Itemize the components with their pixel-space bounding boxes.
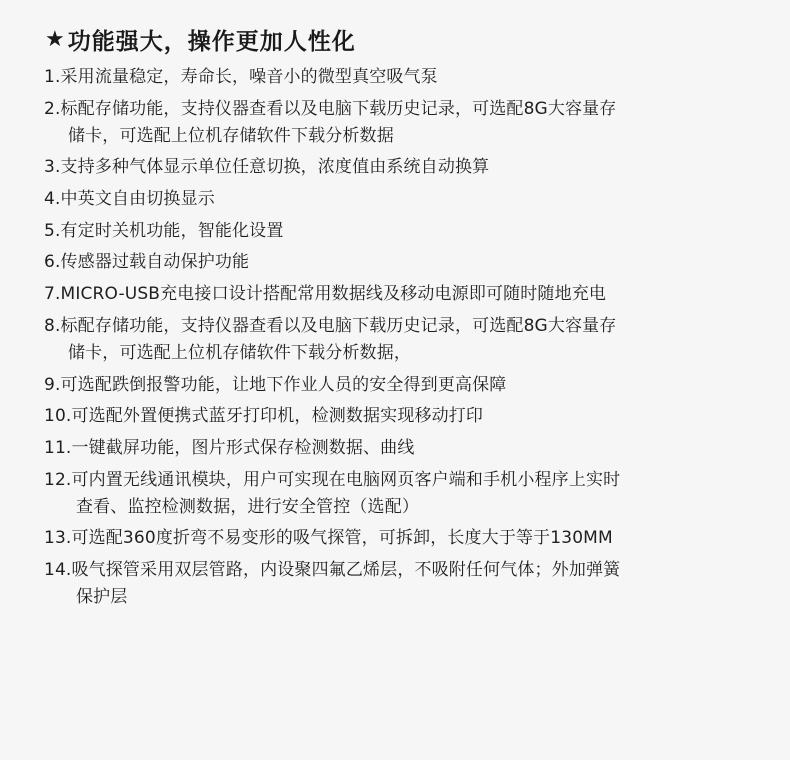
feature-item-8 — [44, 313, 772, 367]
feature-item-3 — [44, 154, 772, 181]
feature-item-text: 1.采用流量稳定，寿命长，噪音小的微型真空吸气泵 — [44, 67, 438, 87]
feature-item-6 — [44, 249, 772, 276]
feature-item-text: 5.有定时关机功能，智能化设置 — [44, 220, 284, 241]
feature-item-text: 4.中英文自由切换显示 — [44, 189, 215, 210]
feature-item-10 — [44, 403, 772, 430]
feature-item-text: 7.MICRO-USB充电接口设计搭配常用数据线及移动电源即可随时随地充电 — [44, 284, 607, 305]
feature-item-4 — [44, 186, 772, 213]
section-title-text: 功能强大，操作更加人性化 — [67, 28, 356, 55]
feature-item-continuation: 储卡，可选配上位机存储软件下载分析数据 — [68, 125, 394, 146]
feature-item-text: 8.标配存储功能，支持仪器查看以及电脑下载历史记录，可选配8G大容量存 — [44, 315, 617, 336]
feature-item-continuation: 保护层 — [76, 586, 128, 607]
feature-item-text: 3.支持多种气体显示单位任意切换，浓度值由系统自动换算 — [44, 157, 490, 178]
feature-item-text: 9.可选配跌倒报警功能，让地下作业人员的安全得到更高保障 — [44, 374, 507, 395]
feature-item-text: 2.标配存储功能，支持仪器查看以及电脑下载历史记录，可选配8G大容量存 — [44, 98, 617, 119]
feature-item-1 — [44, 64, 772, 91]
feature-item-12 — [44, 467, 772, 521]
feature-item-text: 14.吸气探管采用双层管路，内设聚四氟乙烯层，不吸附任何气体；外加弹簧 — [44, 559, 621, 580]
feature-item-text: 12.可内置无线通讯模块，用户可实现在电脑网页客户端和手机小程序上实时 — [44, 469, 621, 490]
feature-item-13 — [44, 525, 772, 552]
section-title — [45, 22, 772, 56]
feature-item-text: 10.可选配外置便携式蓝牙打印机，检测数据实现移动打印 — [44, 406, 484, 427]
feature-item-9 — [44, 372, 772, 399]
feature-item-11 — [44, 435, 772, 462]
feature-item-continuation: 查看、监控检测数据，进行安全管控（选配） — [76, 496, 419, 517]
feature-item-2 — [44, 96, 772, 150]
feature-item-5 — [44, 218, 772, 245]
star-icon: ★ — [45, 26, 66, 52]
feature-item-text: 6.传感器过载自动保护功能 — [44, 252, 250, 273]
feature-item-continuation: 储卡，可选配上位机存储软件下载分析数据， — [68, 342, 411, 363]
feature-item-text: 13.可选配360度折弯不易变形的吸气探管，可拆卸，长度大于等于130MM — [44, 528, 613, 549]
feature-item-text: 11.一键截屏功能，图片形式保存检测数据、曲线 — [44, 437, 415, 458]
feature-item-7 — [44, 281, 772, 308]
feature-item-14 — [44, 557, 772, 611]
feature-list — [44, 64, 772, 611]
